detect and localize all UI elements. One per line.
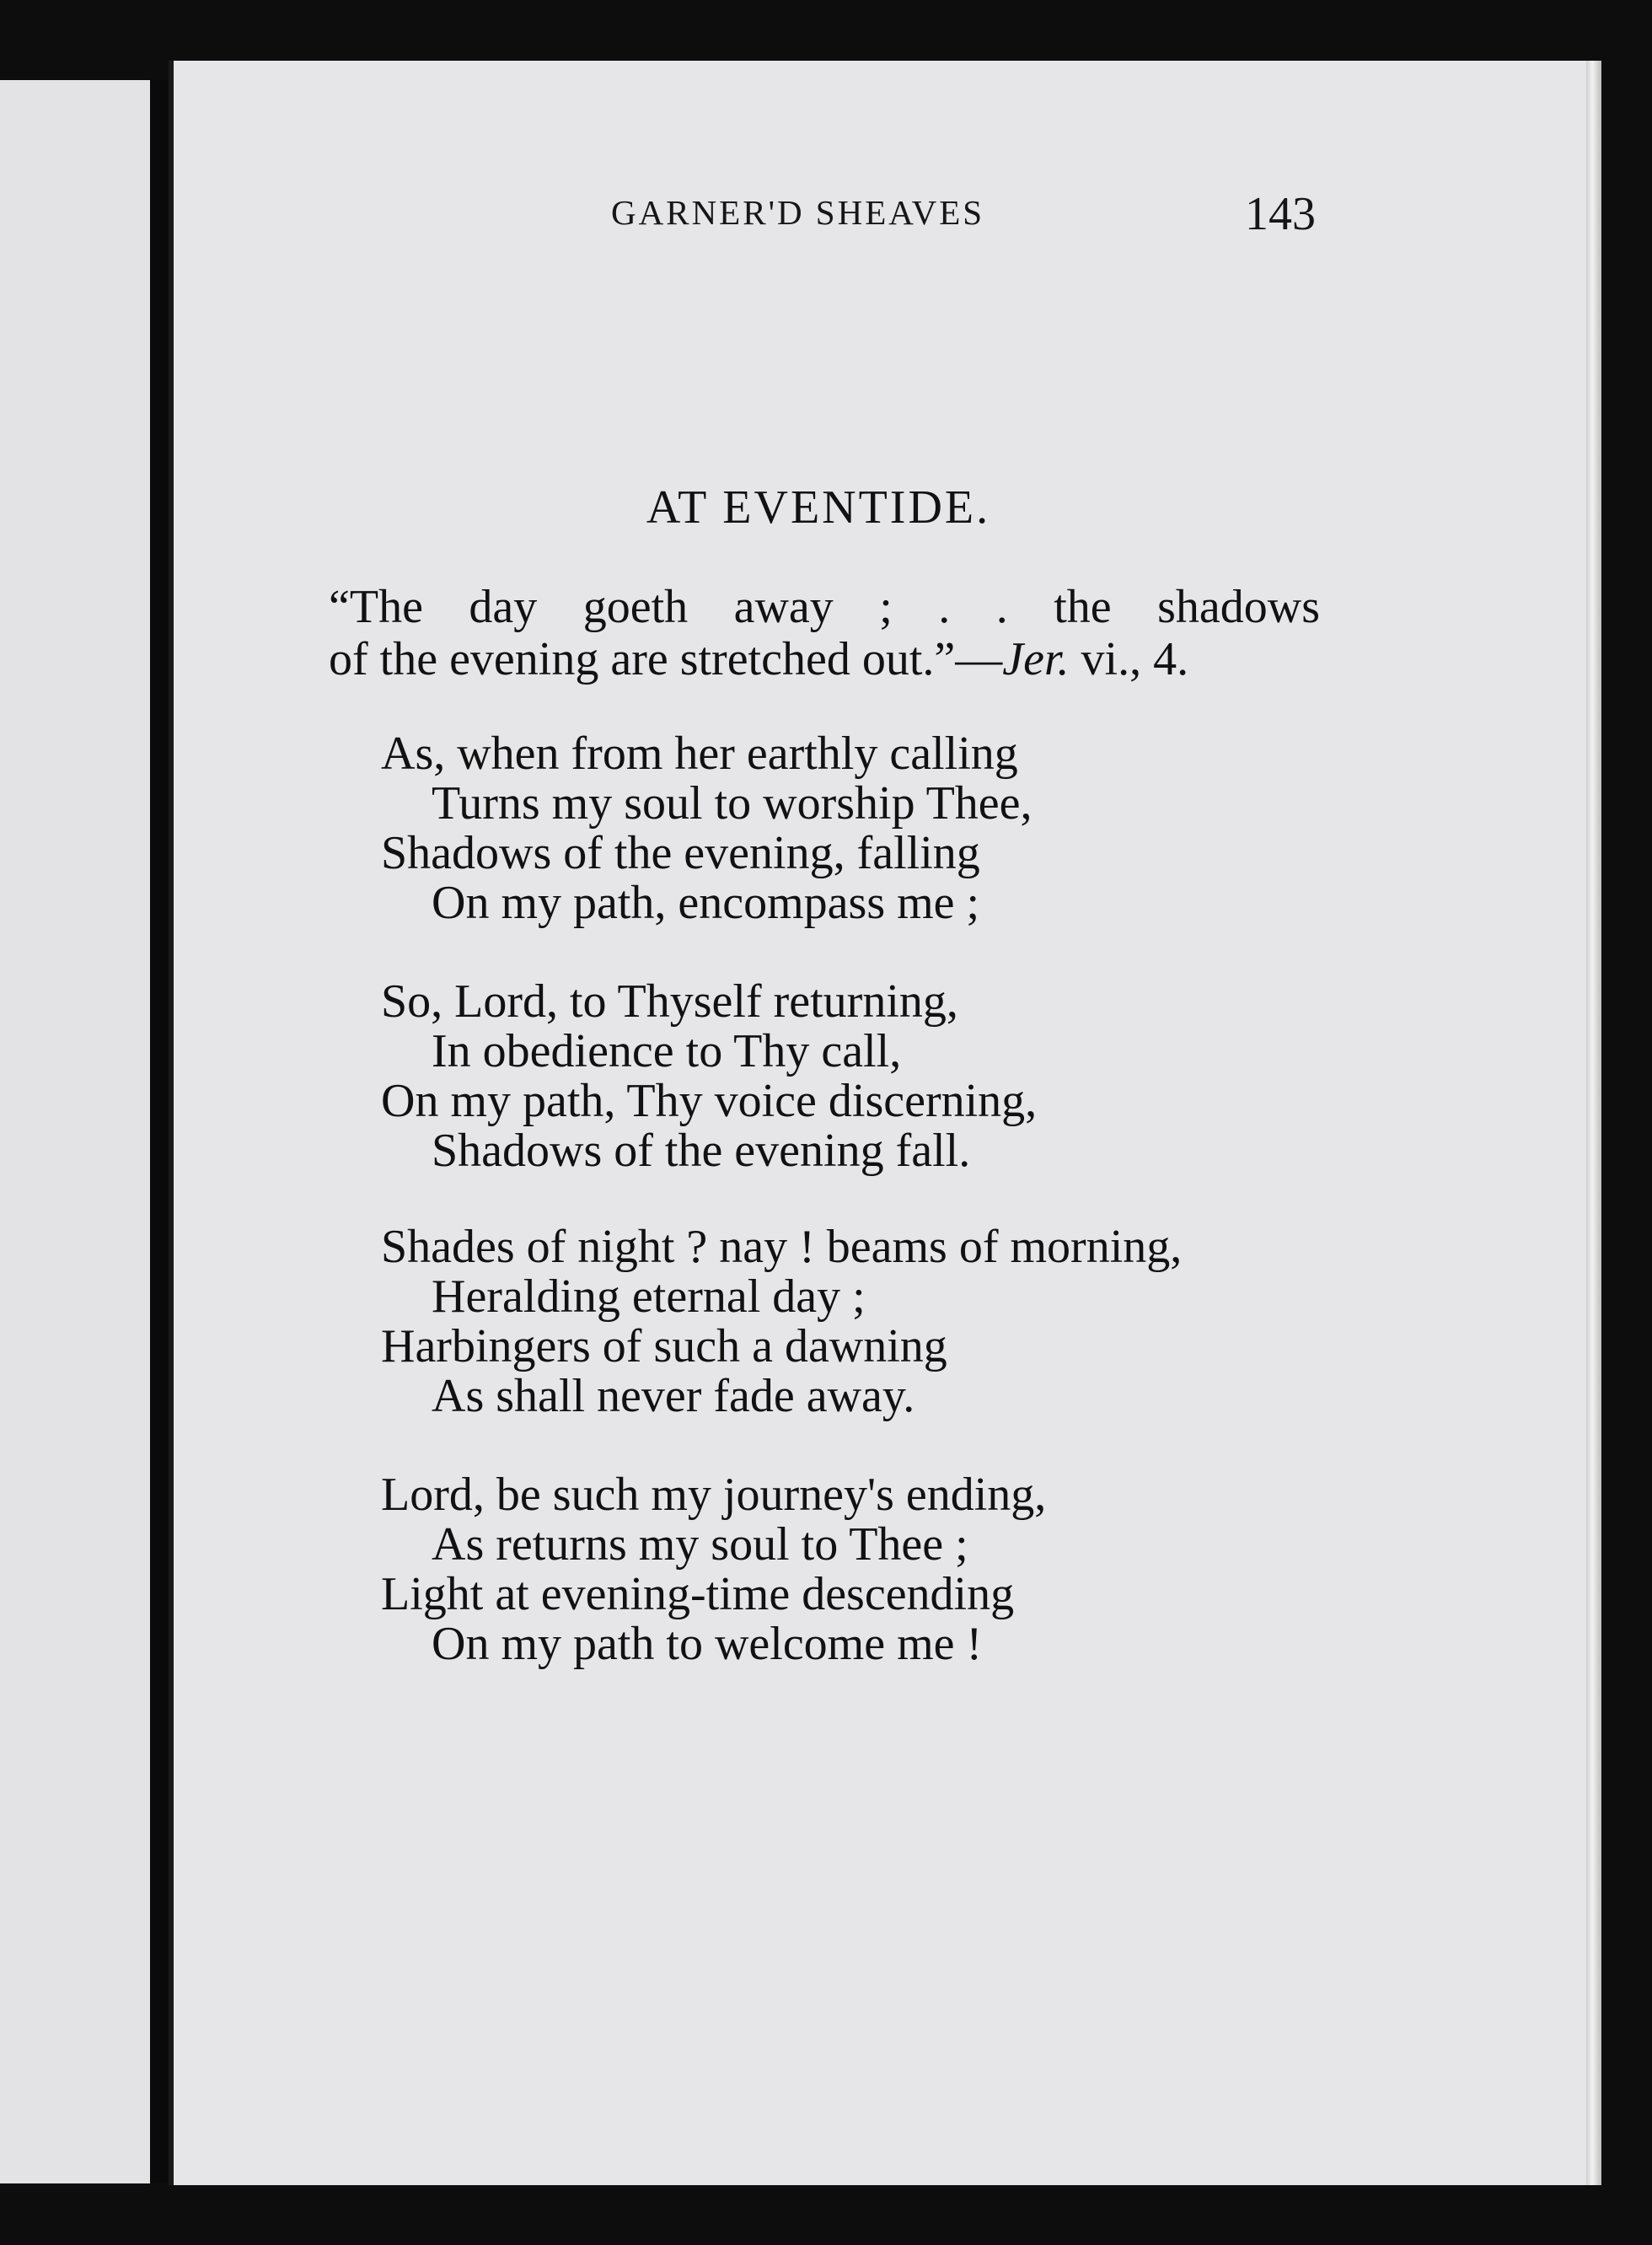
verse-line: Harbingers of such a dawning [381, 1320, 947, 1372]
verse-line: Heralding eternal day ; [432, 1270, 866, 1323]
verse-line: Turns my soul to worship Thee, [432, 777, 1032, 830]
stanza-2 [381, 977, 1037, 1176]
verse-line: As returns my soul to Thee ; [432, 1518, 968, 1571]
page-fore-edge [1586, 61, 1601, 2185]
epigraph-reference-tail: vi., 4. [1069, 633, 1189, 685]
verse-line: Shades of night ? nay ! beams of morning, [381, 1221, 1183, 1273]
facing-page-edge [0, 80, 150, 2183]
stanza-4 [381, 1470, 1046, 1669]
epigraph-text: of the evening are stretched out.”— [329, 633, 1003, 685]
verse-line: In obedience to Thy call, [432, 1025, 902, 1077]
epigraph-reference: Jer. [1002, 633, 1070, 685]
book-gutter [150, 80, 169, 2183]
verse-line: On my path to welcome me ! [432, 1618, 983, 1670]
page-number: 143 [1245, 188, 1316, 240]
verse-line: As, when from her earthly calling [381, 728, 1018, 780]
verse-line: On my path, Thy voice discerning, [381, 1075, 1038, 1127]
verse-line: Lord, be such my journey's ending, [381, 1469, 1047, 1521]
epigraph-line-2 [329, 634, 1320, 685]
poem-title: AT EVENTIDE. [646, 481, 991, 534]
verse-line: Shadows of the evening fall. [432, 1125, 971, 1177]
verse-line: On my path, encompass me ; [432, 877, 980, 929]
verse-line: As shall never fade away. [432, 1370, 915, 1422]
verse-line: Light at evening-time descending [381, 1568, 1015, 1620]
verse-line: So, Lord, to Thyself returning, [381, 975, 958, 1028]
verse-line: Shadows of the evening, falling [381, 827, 980, 879]
running-head: GARNER'D SHEAVES [611, 193, 985, 232]
stanza-3 [381, 1222, 1182, 1421]
stanza-1 [381, 729, 1032, 928]
epigraph-line-1: “The day goeth away ; . . the shadows [329, 581, 1320, 633]
